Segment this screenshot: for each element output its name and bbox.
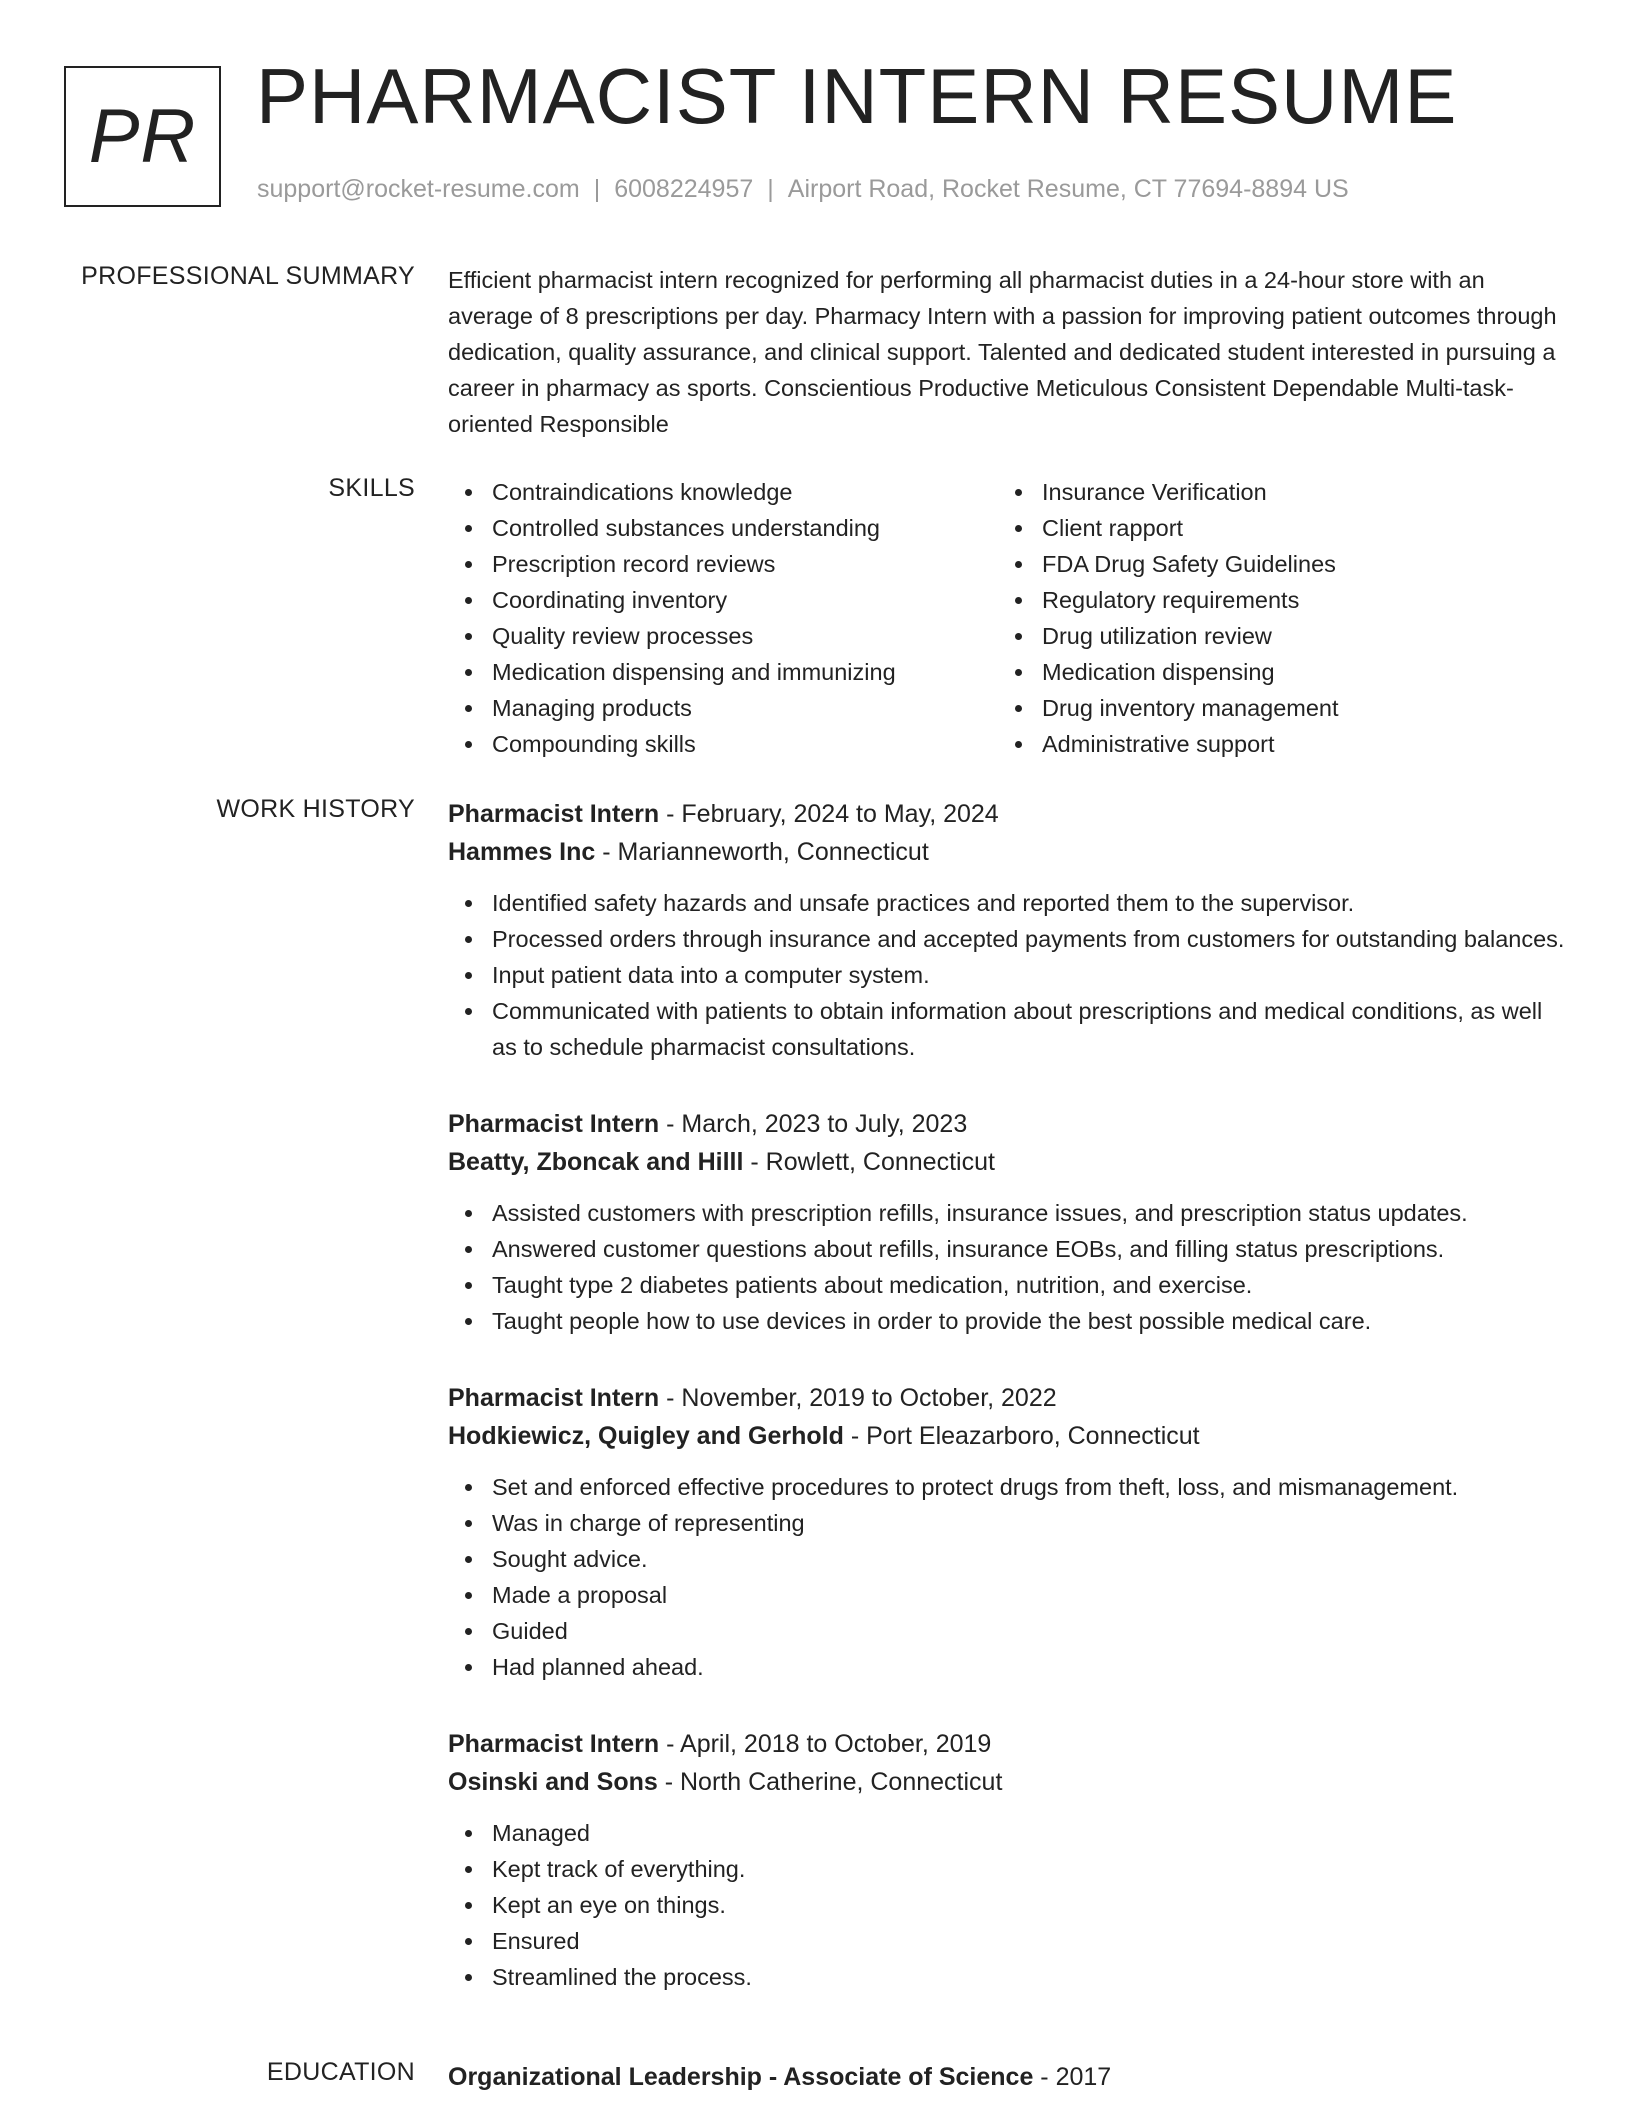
job-title: Pharmacist Intern [448, 800, 660, 828]
job-company: Hammes Inc [448, 838, 596, 866]
job-dates: - March, 2023 to July, 2023 [659, 1110, 968, 1138]
job-bullet: Identified safety hazards and unsafe practices and reported them to the supervisor. [448, 885, 1573, 921]
job-bullet: Assisted customers with prescription refills, insurance issues, and prescription status updates. [448, 1195, 1573, 1231]
skill-item: Drug inventory management [998, 690, 1548, 726]
job-bullet: Taught type 2 diabetes patients about medication, nutrition, and exercise. [448, 1267, 1573, 1303]
job-dates: - November, 2019 to October, 2022 [659, 1384, 1057, 1412]
skill-item: Compounding skills [448, 726, 998, 762]
job-entry [448, 1379, 1573, 1685]
job-company: Hodkiewicz, Quigley and Gerhold [448, 1422, 844, 1450]
job-bullet: Managed [448, 1815, 1573, 1851]
separator: | [767, 175, 774, 203]
skill-item: Client rapport [998, 510, 1548, 546]
job-location: - North Catherine, Connecticut [657, 1768, 1003, 1796]
job-title: Pharmacist Intern [448, 1384, 660, 1412]
summary-text: Efficient pharmacist intern recognized for performing all pharmacist duties in a 24-hour store with an average of 8 prescriptions per day. Pharmacy Intern with a passion for improving patient outcomes through dedication, quality assurance, and clinical support. Talented and dedicated student interested in pursuing a career in pharmacy as sports. Conscientious Productive Meticulous Consistent Dependable Multi-task-oriented Responsible [448, 267, 1557, 437]
resume-title: PHARMACIST INTERN RESUME [256, 52, 1458, 140]
section-label-summary: PROFESSIONAL SUMMARY [81, 262, 415, 290]
job-bullet: Kept an eye on things. [448, 1887, 1573, 1923]
education-degree: Organizational Leadership - Associate of Science [448, 2063, 1034, 2091]
job-bullets [448, 885, 1573, 1065]
skill-item: Contraindications knowledge [448, 474, 998, 510]
contact-address: Airport Road, Rocket Resume, CT 77694-8894 US [787, 175, 1349, 203]
monogram-logo: PR [64, 66, 221, 207]
job-dates: - April, 2018 to October, 2019 [659, 1730, 992, 1758]
work-body [448, 795, 1573, 2035]
skill-item: Quality review processes [448, 618, 998, 654]
job-bullet: Made a proposal [448, 1577, 1573, 1613]
education-body [448, 2058, 1573, 2096]
job-bullet: Sought advice. [448, 1541, 1573, 1577]
job-bullet: Communicated with patients to obtain information about prescriptions and medical conditions, as well as to schedule pharmacist consultations. [448, 993, 1573, 1065]
job-bullet: Was in charge of representing [448, 1505, 1573, 1541]
job-location: - Port Eleazarboro, Connecticut [843, 1422, 1200, 1450]
job-company: Beatty, Zboncak and Hilll [448, 1148, 744, 1176]
skill-item: FDA Drug Safety Guidelines [998, 546, 1548, 582]
section-label-work: WORK HISTORY [216, 795, 415, 823]
skills-list [448, 474, 1573, 762]
skill-item: Coordinating inventory [448, 582, 998, 618]
summary-body [448, 262, 1573, 442]
job-bullet: Set and enforced effective procedures to protect drugs from theft, loss, and mismanagement. [448, 1469, 1573, 1505]
section-label-education: EDUCATION [266, 2058, 415, 2086]
job-title: Pharmacist Intern [448, 1110, 660, 1138]
job-bullet: Ensured [448, 1923, 1573, 1959]
skill-item: Medication dispensing [998, 654, 1548, 690]
job-bullet: Kept track of everything. [448, 1851, 1573, 1887]
contact-line [257, 175, 1349, 204]
job-location: - Rowlett, Connecticut [743, 1148, 995, 1176]
job-dates: - February, 2024 to May, 2024 [659, 800, 999, 828]
skill-item: Regulatory requirements [998, 582, 1548, 618]
contact-email[interactable]: support@rocket-resume.com [257, 175, 580, 203]
skill-item: Medication dispensing and immunizing [448, 654, 998, 690]
separator: | [593, 175, 601, 203]
job-company: Osinski and Sons [448, 1768, 658, 1796]
skill-item: Prescription record reviews [448, 546, 998, 582]
education-year: - 2017 [1033, 2063, 1112, 2091]
job-bullets [448, 1469, 1573, 1685]
job-entry [448, 795, 1573, 1065]
contact-phone[interactable]: 6008224957 [614, 175, 754, 203]
skill-item: Administrative support [998, 726, 1548, 762]
job-bullet: Input patient data into a computer system. [448, 957, 1573, 993]
job-bullet: Streamlined the process. [448, 1959, 1573, 1995]
job-bullets [448, 1815, 1573, 1995]
job-bullet: Guided [448, 1613, 1573, 1649]
job-bullet: Answered customer questions about refills, insurance EOBs, and filling status prescriptions. [448, 1231, 1573, 1267]
job-entry [448, 1105, 1573, 1339]
job-bullets [448, 1195, 1573, 1339]
job-bullet: Taught people how to use devices in order to provide the best possible medical care. [448, 1303, 1573, 1339]
job-title: Pharmacist Intern [448, 1730, 660, 1758]
skill-item: Controlled substances understanding [448, 510, 998, 546]
job-location: - Marianneworth, Connecticut [595, 838, 929, 866]
job-bullet: Had planned ahead. [448, 1649, 1573, 1685]
job-bullet: Processed orders through insurance and accepted payments from customers for outstanding balances. [448, 921, 1573, 957]
job-entry [448, 1725, 1573, 1995]
skill-item: Insurance Verification [998, 474, 1548, 510]
skill-item: Managing products [448, 690, 998, 726]
section-label-skills: SKILLS [328, 474, 415, 502]
skill-item: Drug utilization review [998, 618, 1548, 654]
skills-body [448, 474, 1573, 762]
